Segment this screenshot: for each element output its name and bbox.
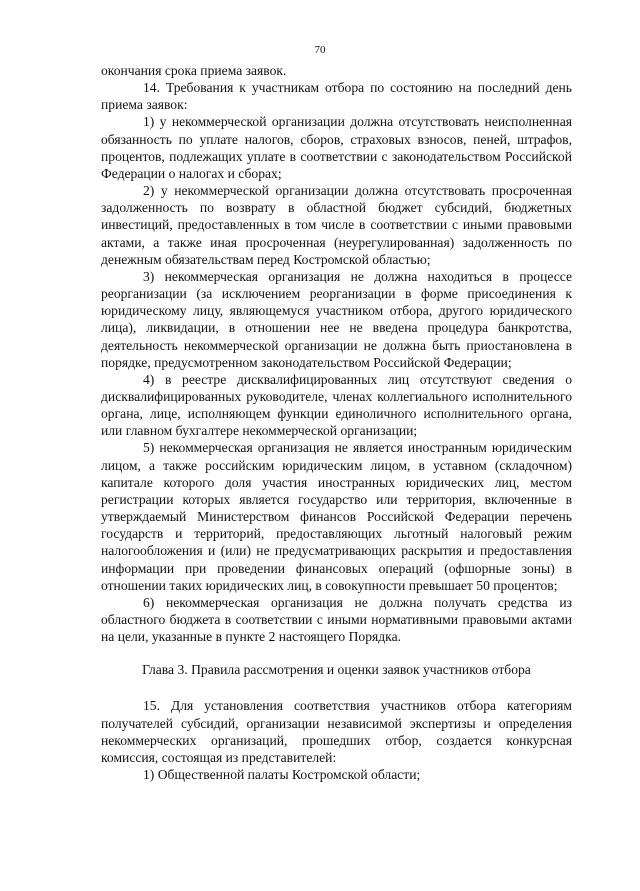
paragraph-section-15: 15. Для установления соответствия участников отбора категориям получателей субсидий, организации независимой экспертизы и определения некоммерческих организаций, прошедших отбор, создается конкурсная комиссия, состоящая из представителей:	[101, 698, 572, 765]
list-item-5: 5) некоммерческая организация не является иностранным юридическим лицом, а также российским юридическим лицом, в уставном (складочном) капитале которого доля участия иностранных юридических лиц, местом регистрации которых является государство или территория, включенные в утверждаемый Министерством финансов Российской Федерации перечень государств и территорий, предоставляющих льготный налоговый режим налогообложения и (или) не предусматривающих раскрытия и предоставления информации при проведении финансовых операций (офшорные зоны) в отношении таких юридических лиц, в совокупности превышает 50 процентов;	[101, 440, 572, 593]
list-item-1: 1) у некоммерческой организации должна отсутствовать неисполненная обязанность по уплате налогов, сборов, страховых взносов, пеней, штрафов, процентов, подлежащих уплате в соответствии с законодательством Российской Федерации о налогах и сборах;	[101, 114, 572, 181]
list-item-commission-1: 1) Общественной палаты Костромской области;	[143, 767, 421, 783]
list-item-3: 3) некоммерческая организация не должна находиться в процессе реорганизации (за исключением реорганизации в форме присоединения к юридическому лицу, являющемуся участником отбора, другого юридического лица), ликвидации, в отношении нее не введена процедура банкротства, деятельность некоммерческой организации не должна быть приостановлена в порядке, предусмотренном законодательством Российской Федерации;	[101, 268, 572, 370]
chapter-heading: Глава 3. Правила рассмотрения и оценки заявок участников отбора	[142, 662, 531, 678]
paragraph-section-14: 14. Требования к участникам отбора по состоянию на последний день приема заявок:	[101, 80, 572, 113]
page-number: 70	[314, 44, 326, 56]
list-item-6: 6) некоммерческая организация не должна получать средства из областного бюджета в соответствии с иными нормативными правовыми актами на цели, указанные в пункте 2 настоящего Порядка.	[101, 594, 572, 645]
paragraph: окончания срока приема заявок.	[101, 63, 287, 78]
list-item-4: 4) в реестре дисквалифицированных лиц отсутствуют сведения о дисквалифицированных руководителе, членах коллегиального исполнительного органа, лице, исполняющем функции единоличного исполнительного органа, или главном бухгалтере некоммерческой организации;	[101, 371, 572, 439]
list-item-2: 2) у некоммерческой организации должна отсутствовать просроченная задолженность по возврату в областной бюджет субсидий, бюджетных инвестиций, предоставленных в том числе в соответствии с иными правовыми актами, а также иная просроченная (неурегулированная) задолженность по денежным обязательствам перед Костромской областью;	[101, 183, 572, 267]
document-body	[101, 62, 572, 783]
